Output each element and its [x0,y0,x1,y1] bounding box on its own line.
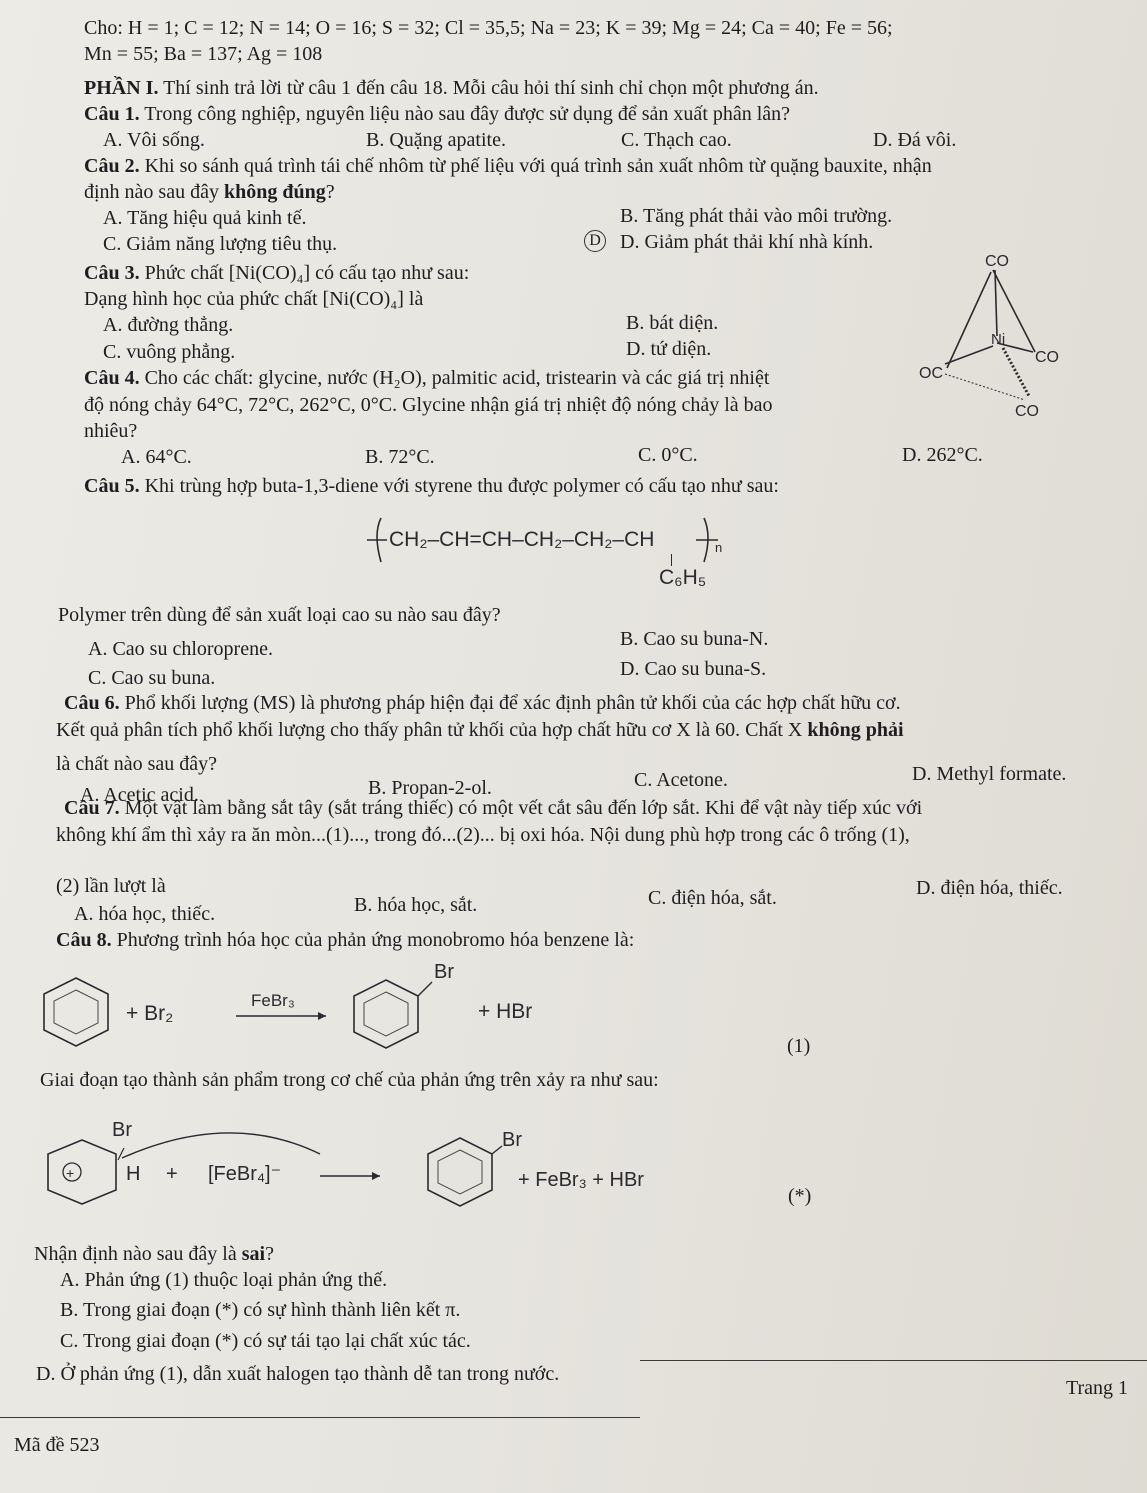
hbr-product: + HBr [478,1000,533,1023]
q2-stem-line1 [84,154,932,178]
polymer-chain: CH₂–CH=CH–CH₂–CH₂–CH [389,528,655,551]
q4-option-d[interactable]: D. 262°C. [902,444,983,466]
q8-question-c: ? [265,1243,274,1265]
q4-text1: Cho các chất: glycine, nước (H₂O), palmitic acid, tristearin và các giá trị nhiệt [139,367,770,389]
q5-option-c[interactable]: C. Cao su buna. [88,667,216,689]
arenium-ion-icon [48,1140,116,1204]
q8-option-a[interactable]: A. Phản ứng (1) thuộc loại phản ứng thế. [60,1269,388,1291]
q7-stem-line2: không khí ẩm thì xảy ra ăn mòn...(1)..., trong đó...(2)... bị oxi hóa. Nội dung phù hợp trong các ô trống (1), [56,824,910,846]
repeat-index: n [715,540,723,555]
q7-option-d[interactable]: D. điện hóa, thiếc. [916,877,1063,899]
atomic-masses-line2: Mn = 55; Ba = 137; Ag = 108 [84,43,323,65]
q6-option-b[interactable]: B. Propan-2-ol. [368,777,492,799]
electron-shift-arrow [122,1133,320,1158]
q2-text2b: không đúng [223,181,326,203]
co-bottom-label: CO [1015,403,1039,420]
equation-tag-star: (*) [788,1185,812,1207]
star-products: + FeBr₃ + HBr [518,1169,644,1191]
q6-text1: Phổ khối lượng (MS) là phương pháp hiện đại để xác định phân tử khối của các hợp chất hữu cơ. [119,692,901,714]
q5-question: Polymer trên dùng để sản xuất loại cao su nào sau đây? [58,604,501,626]
q2-label: Câu 2. [84,155,140,177]
product-br-label-2: Br [502,1129,522,1151]
q3-option-c[interactable]: C. vuông phẳng. [103,341,236,363]
q4-stem-line2: độ nóng chảy 64°C, 72°C, 262°C, 0°C. Glycine nhận giá trị nhiệt độ nóng chảy là bao [84,394,773,416]
q8-stage-text: Giai đoạn tạo thành sản phẩm trong cơ chế của phản ứng trên xảy ra như sau: [40,1069,659,1091]
q8-stem [56,928,634,952]
q8-option-b[interactable]: B. Trong giai đoạn (*) có sự hình thành liên kết π. [60,1299,461,1321]
q4-option-b[interactable]: B. 72°C. [365,446,435,468]
equation-tag-1: (1) [787,1035,811,1057]
bromobenzene-ring-icon-2 [428,1138,502,1206]
q2-text2a: định nào sau đây [84,181,224,203]
q4-label: Câu 4. [84,367,140,389]
arenium-h-label: H [126,1163,141,1185]
q6-option-a[interactable]: A. Acetic acid. [80,784,199,806]
q2-handwritten-mark: D [584,230,606,252]
q3-stem-line1 [84,261,469,285]
febr4-anion: [FeBr₄]⁻ [208,1163,282,1185]
q6-text2a: Kết quả phân tích phổ khối lượng cho thấy phân tử khối của hợp chất hữu cơ X là 60. Chất X [56,719,808,741]
q1-text: Trong công nghiệp, nguyên liệu nào sau đây được sử dụng để sản xuất phân lân? [139,103,791,125]
q1-option-d[interactable]: D. Đá vôi. [873,129,957,151]
q8-question [34,1242,274,1266]
q8-text: Phương trình hóa học của phản ứng monobromo hóa benzene là: [111,929,635,951]
arenium-br-label: Br [112,1119,132,1141]
q5-label: Câu 5. [84,475,140,497]
arrow-icon-2 [372,1172,380,1180]
bromine-reagent: + Br₂ [126,1002,174,1025]
q8-option-c[interactable]: C. Trong giai đoạn (*) có sự tái tạo lại chất xúc tác. [60,1330,471,1352]
arrow-icon [318,1012,326,1020]
product-br-label: Br [434,961,454,983]
q2-option-b[interactable]: B. Tăng phát thải vào môi trường. [620,205,893,227]
part1-instruction [84,76,819,100]
footer-divider-left [0,1417,640,1418]
q4-option-a[interactable]: A. 64°C. [121,446,192,468]
q3-label: Câu 3. [84,262,140,284]
footer-divider-right [640,1360,1147,1361]
benzene-ring-icon [44,978,108,1046]
ni-label: Ni [991,331,1006,348]
q7-option-b[interactable]: B. hóa học, sắt. [354,894,478,916]
q4-option-c[interactable]: C. 0°C. [638,444,698,466]
q2-option-c[interactable]: C. Giảm năng lượng tiêu thụ. [103,233,338,255]
bromobenzene-ring-icon [354,980,432,1048]
q2-stem-line2 [84,180,335,204]
plus-sign: + [166,1163,178,1185]
q2-text2c: ? [325,181,335,203]
q7-stem-line1 [64,796,922,820]
q1-label: Câu 1. [84,103,140,125]
q2-option-d[interactable]: D. Giảm phát thải khí nhà kính. [620,231,874,253]
page-number: Trang 1 [1066,1377,1129,1399]
q5-stem [84,474,779,498]
part1-heading: PHẦN I. [84,77,159,99]
co-right-label: CO [1035,349,1059,366]
q7-text1: Một vật làm bằng sắt tây (sắt tráng thiếc) có một vết cắt sâu đến lớp sắt. Khi để vật này tiếp xúc với [119,797,923,819]
q7-stem-line3: (2) lần lượt là [56,875,166,897]
q6-stem-line2 [56,718,904,742]
q1-option-c[interactable]: C. Thạch cao. [621,129,732,151]
q3-option-a[interactable]: A. đường thẳng. [103,314,234,336]
q5-polymer-formula [367,510,767,600]
q3-option-d[interactable]: D. tứ diện. [626,338,712,360]
q5-text: Khi trùng hợp buta-1,3-diene với styrene thu được polymer có cấu tạo như sau: [139,475,779,497]
q5-option-a[interactable]: A. Cao su chloroprene. [88,638,273,660]
q8-label: Câu 8. [56,929,112,951]
q6-option-c[interactable]: C. Acetone. [634,769,728,791]
reaction-equation-star [30,1118,730,1228]
q4-stem-line3: nhiêu? [84,420,138,442]
q3-option-b[interactable]: B. bát diện. [626,312,719,334]
atomic-masses-line1: Cho: H = 1; C = 12; N = 14; O = 16; S = 32; Cl = 35,5; Na = 23; K = 39; Mg = 24; Ca = 40; Fe = 56; [84,17,893,39]
reaction-equation-1 [36,960,596,1080]
q7-option-c[interactable]: C. điện hóa, sắt. [648,887,777,909]
oc-left-label: OC [919,365,943,382]
q8-question-b: sai [241,1243,266,1265]
q2-option-a[interactable]: A. Tăng hiệu quả kinh tế. [103,207,307,229]
svg-text:+: + [66,1165,75,1181]
q6-stem-line1 [64,691,901,715]
co-top-label: CO [985,253,1009,270]
q3-text1: Phức chất [Ni(CO)₄] có cấu tạo như sau: [139,262,470,284]
exam-code: Mã đề 523 [14,1434,100,1456]
q3-stem-line2: Dạng hình học của phức chất [Ni(CO)₄] là [84,288,424,310]
q7-option-a[interactable]: A. hóa học, thiếc. [74,903,216,925]
q6-label: Câu 6. [64,692,120,714]
q6-text2b: không phải [807,719,904,741]
substituent-bond [671,554,672,566]
ni-co4-structure [915,248,1065,428]
q6-option-d[interactable]: D. Methyl formate. [912,763,1067,785]
part1-text: Thí sinh trả lời từ câu 1 đến câu 18. Mỗi câu hỏi thí sinh chỉ chọn một phương án. [158,77,819,99]
q1-option-b[interactable]: B. Quặng apatite. [366,129,506,151]
q8-question-a: Nhận định nào sau đây là [34,1243,242,1265]
q2-text1: Khi so sánh quá trình tái chế nhôm từ phế liệu với quá trình sản xuất nhôm từ quặng bauxite, nhận [139,155,932,177]
q5-option-d[interactable]: D. Cao su buna-S. [620,658,767,680]
q5-option-b[interactable]: B. Cao su buna-N. [620,628,769,650]
phenyl-substituent: C₆H₅ [659,566,707,589]
q7-label: Câu 7. [64,797,120,819]
q1-stem [84,102,790,126]
q4-stem-line1 [84,366,769,390]
q1-option-a[interactable]: A. Vôi sống. [103,129,205,151]
q8-option-d[interactable]: D. Ở phản ứng (1), dẫn xuất halogen tạo thành dễ tan trong nước. [36,1363,560,1385]
catalyst-label: FeBr₃ [251,991,295,1010]
q6-stem-line3: là chất nào sau đây? [56,753,218,775]
